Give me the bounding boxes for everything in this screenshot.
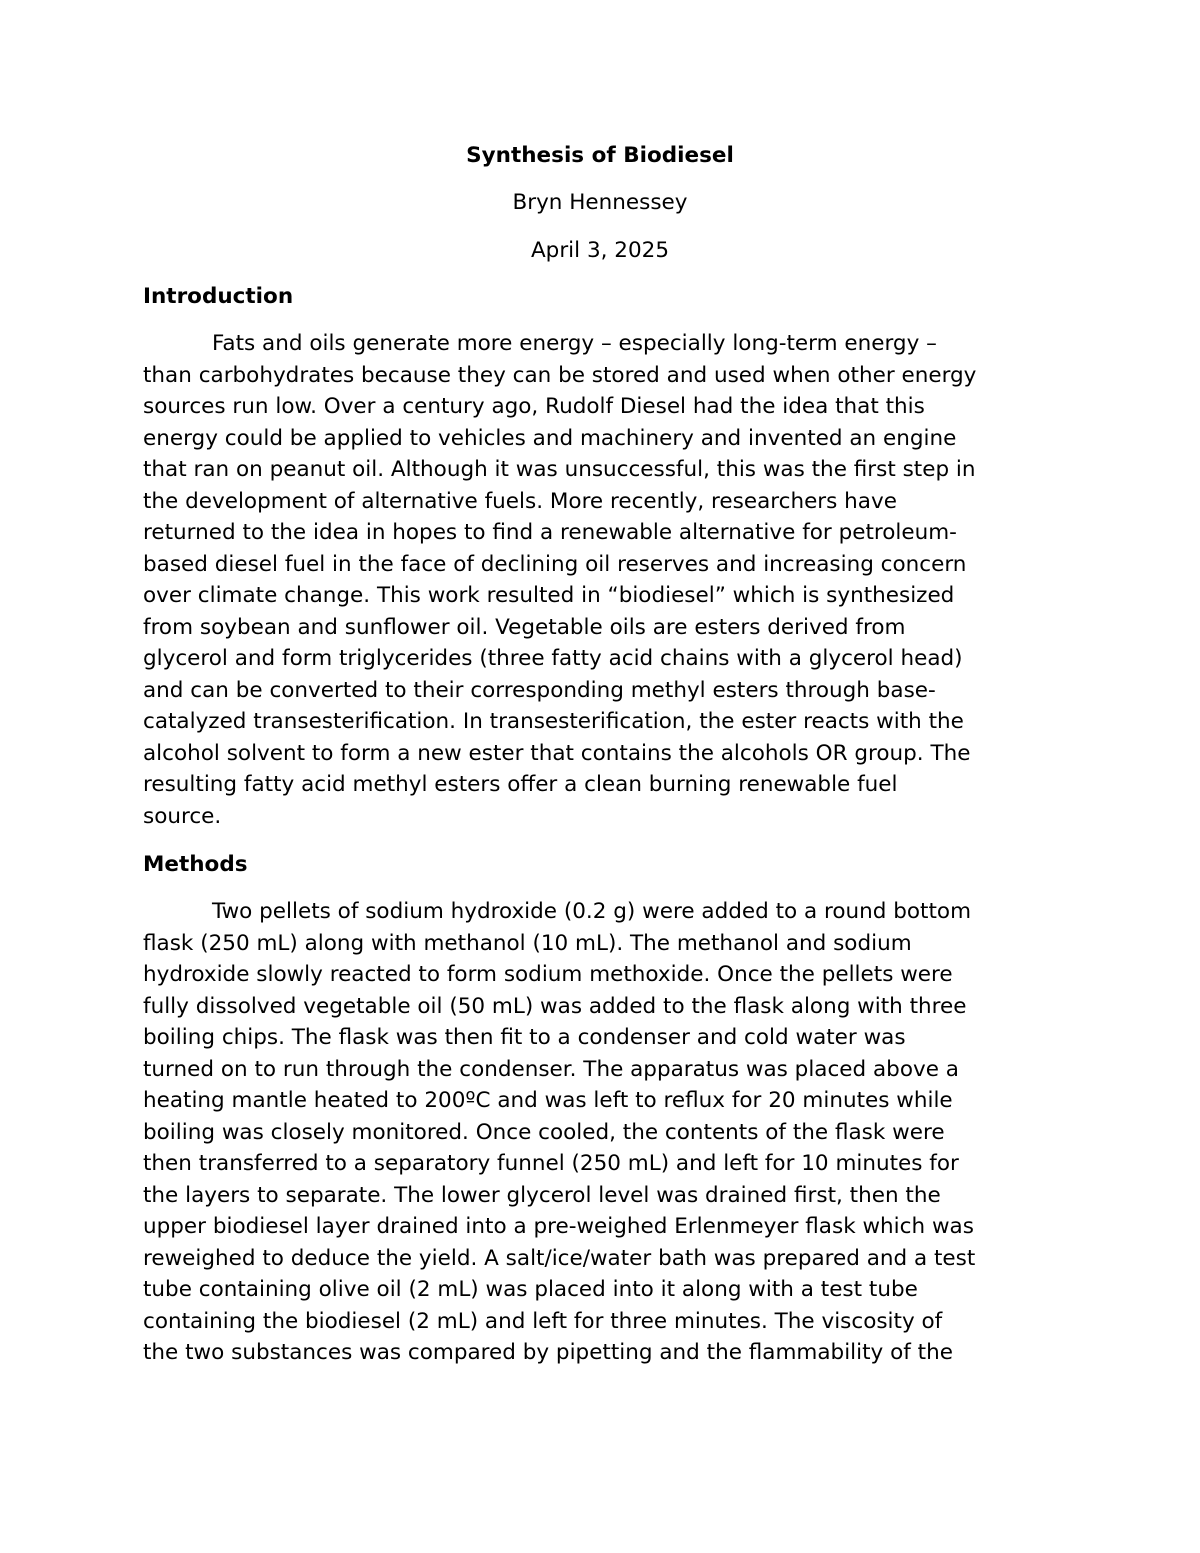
paragraph-line: returned to the idea in hopes to find a renewable alternative for petroleum- [143,520,957,545]
paragraph-line: then transferred to a separatory funnel (250 mL) and left for 10 minutes for [143,1151,959,1176]
paragraph-line: boiling chips. The flask was then fit to a condenser and cold water was [143,1025,906,1050]
paragraph-line: and can be converted to their corresponding methyl esters through base- [143,677,936,703]
document-title: Synthesis of Biodiesel [466,143,734,168]
document-author: Bryn Hennessey [512,190,688,215]
paragraph-line: turned on to run through the condenser. The apparatus was placed above a [143,1056,959,1082]
paragraph-line: hydroxide slowly reacted to form sodium methoxide. Once the pellets were [143,962,953,987]
paragraph-line: energy could be applied to vehicles and machinery and invented an engine [143,425,957,451]
paragraph-line: containing the biodiesel (2 mL) and left for three minutes. The viscosity of [143,1308,943,1334]
paragraph-line: reweighed to deduce the yield. A salt/ice/water bath was prepared and a test [143,1245,976,1271]
paragraph-line: upper biodiesel layer drained into a pre-weighed Erlenmeyer flask which was [143,1214,974,1239]
paragraph-line: over climate change. This work resulted in “biodiesel” which is synthesized [143,583,955,608]
paragraph-line: glycerol and form triglycerides (three fatty acid chains with a glycerol head) [143,646,963,671]
methods-paragraph [143,896,1063,1369]
paragraph-line: flask (250 mL) along with methanol (10 mL). The methanol and sodium [143,930,912,956]
document-date: April 3, 2025 [530,238,670,263]
paragraph-line: that ran on peanut oil. Although it was unsuccessful, this was the first step in [143,457,976,482]
paragraph-line: than carbohydrates because they can be stored and used when other energy [143,362,977,388]
paragraph-line: heating mantle heated to 200ºC and was left to reflux for 20 minutes while [143,1088,953,1113]
paragraph-line: the layers to separate. The lower glycerol level was drained first, then the [143,1182,941,1208]
paragraph-line: boiling was closely monitored. Once cooled, the contents of the flask were [143,1119,945,1145]
introduction-paragraph [143,328,1063,832]
paragraph-line: Fats and oils generate more energy – especially long-term energy – [212,331,937,356]
paragraph-line: fully dissolved vegetable oil (50 mL) was added to the flask along with three [143,993,967,1019]
paragraph-line: from soybean and sunflower oil. Vegetable oils are esters derived from [143,614,906,640]
paragraph-line: based diesel fuel in the face of declining oil reserves and increasing concern [143,551,967,577]
paragraph-line: source. [143,803,222,829]
paragraph-line: alcohol solvent to form a new ester that contains the alcohols OR group. The [143,740,971,766]
methods-heading: Methods [143,852,248,877]
introduction-heading: Introduction [143,284,294,309]
paragraph-line: sources run low. Over a century ago, Rudolf Diesel had the idea that this [143,394,925,419]
paragraph-line: the two substances was compared by pipetting and the flammability of the [143,1340,953,1365]
paragraph-line: tube containing olive oil (2 mL) was placed into it along with a test tube [143,1277,918,1302]
paragraph-line: resulting fatty acid methyl esters offer a clean burning renewable fuel [143,772,898,797]
paragraph-line: catalyzed transesterification. In transesterification, the ester reacts with the [143,709,964,734]
paragraph-line: Two pellets of sodium hydroxide (0.2 g) were added to a round bottom [212,899,972,924]
paragraph-line: the development of alternative fuels. More recently, researchers have [143,488,897,514]
